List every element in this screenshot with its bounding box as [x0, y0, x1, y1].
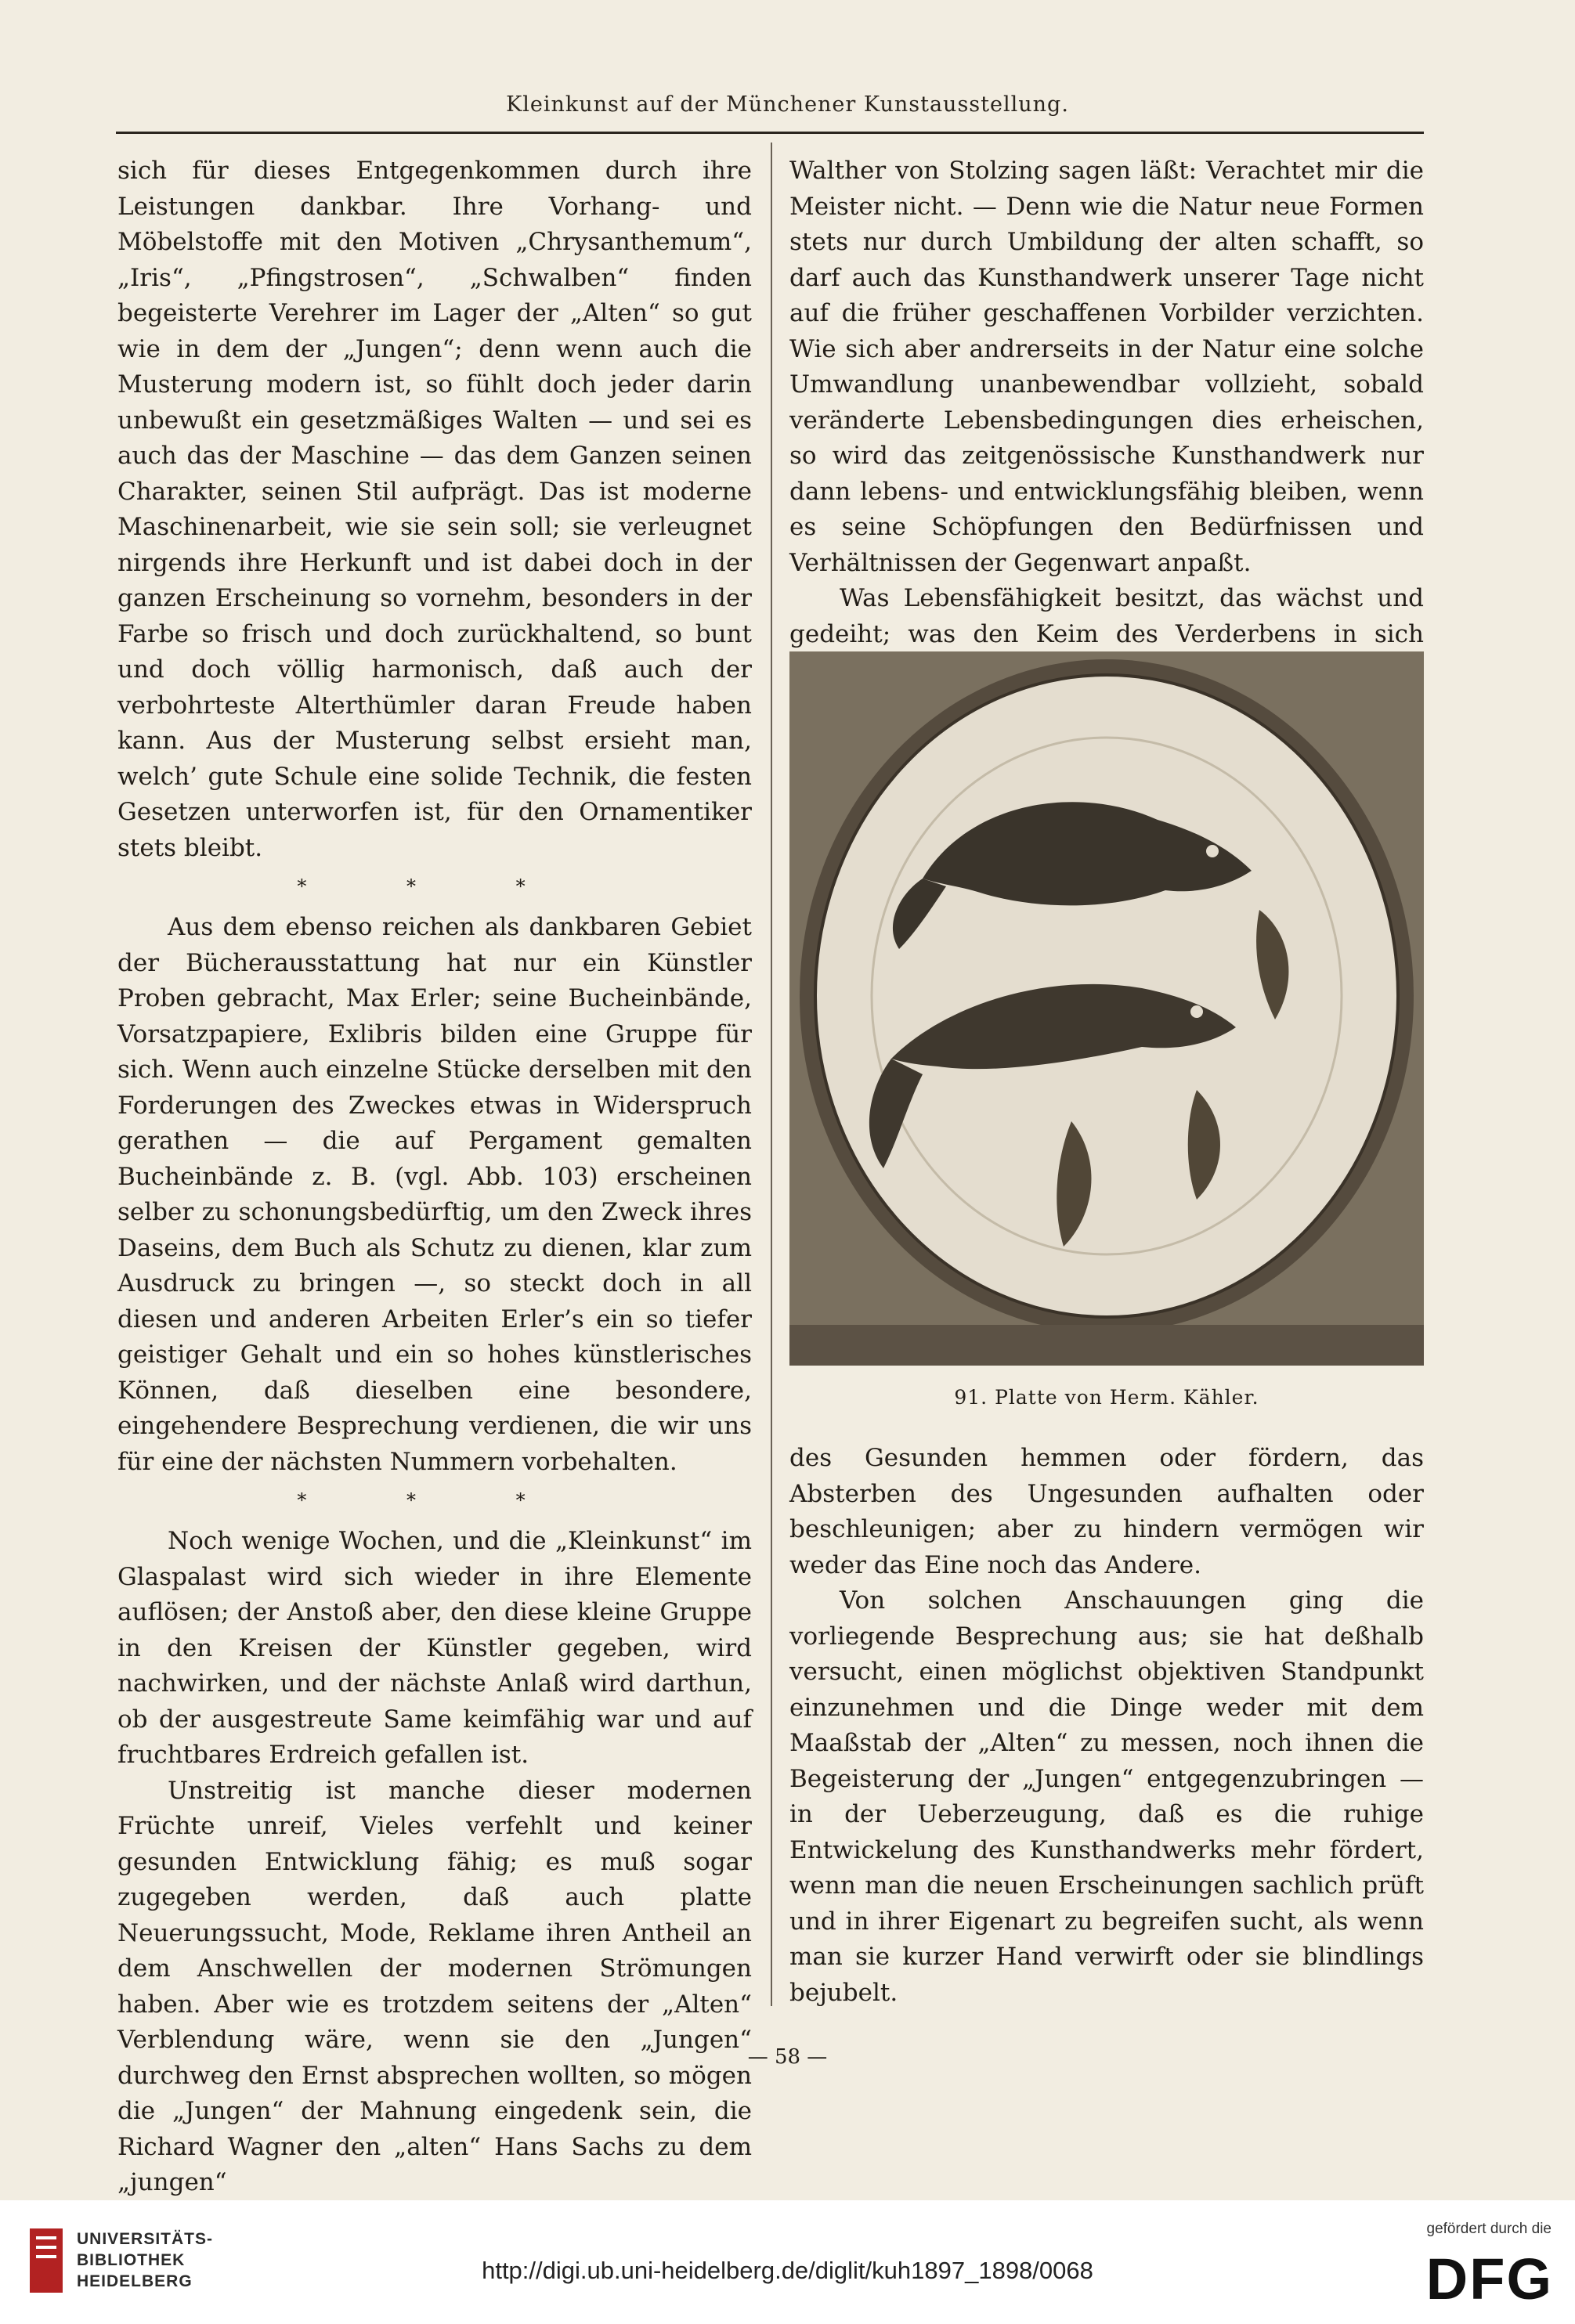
left-column [117, 153, 752, 2201]
section-divider-1: * * * [297, 875, 573, 897]
plate-image [789, 651, 1424, 1366]
left-paragraph-3: Noch wenige Wochen, und die „Kleinkunst“ im Glaspalast wird sich wieder in ihre Elemente auflösen; der Anstoß aber, den diese kleine Gruppe in den Kreisen der Künstler gegeben, wird nachwirken, und der nächste Anlaß wird darthun, ob der ausgestreute Same keimfähig war und auf fruchtbares Erdreich gefallen ist. [117, 1527, 752, 1769]
figure-caption: 91. Platte von Herm. Kähler. [954, 1386, 1259, 1409]
right-paragraph-4: Von solchen Anschauungen ging die vorliegende Besprechung aus; sie hat deßhalb versucht, einen möglichst objektiven Standpunkt einzunehmen und die Dinge weder mit dem Maaßstab der „Alten“ zu messen, noch ihnen die Begeisterung der „Jungen“ entgegenzubringen — in der Ueberzeugung, daß es die ruhige Entwickelung des Kunsthandwerks mehr fördert, wenn man die neuen Erscheinungen sachlich prüft und in ihrer Eigenart zu begreifen sucht, als wenn man sie kurzer Hand verwirft oder sie blindlings bejubelt. [789, 1586, 1424, 2007]
right-column-bottom [789, 1441, 1424, 2011]
permalink-url[interactable]: http://digi.ub.uni-heidelberg.de/diglit/kuh1897_1898/0068 [482, 2257, 1093, 2284]
right-paragraph-2: Was Lebensfähigkeit besitzt, das wächst und gedeiht; was den Keim des Verderbens in sich [789, 584, 1424, 648]
header-rule [116, 132, 1424, 134]
funding-note: gefördert durch die [1426, 2221, 1552, 2237]
column-divider [771, 143, 772, 2006]
left-paragraph-4: Unstreitig ist manche dieser modernen Früchte unreif, Vieles verfehlt und keiner gesunden Entwicklung fähig; es muß sogar zugegeben werden, daß auch platte Neuerungssucht, Mode, Reklame ihren Antheil an dem Anschwellen der modernen Strömungen haben. Aber wie es trotzdem seitens der „Alten“ Verblendung wäre, wenn sie den „Jungen“ durchweg den Ernst absprechen wollten, so mögen die „Jungen“ der Mahnung eingedenk sein, die Richard Wagner den „alten“ Hans Sachs zu dem „jungen“ [117, 1776, 752, 2196]
right-paragraph-1: Walther von Stolzing sagen läßt: Verachtet mir die Meister nicht. — Denn wie die Natur neue Formen stets nur durch Umbildung der alten schafft, so darf auch das Kunsthandwerk unserer Tage nicht auf die früher geschaffenen Vorbilder verzichten. Wie sich aber andrerseits in der Natur eine solche Umwandlung unanbewendbar vollzieht, sobald veränderte Lebensbedingungen dies erheischen, so wird das zeitgenössische Kunsthandwerk nur dann lebens- und entwicklungsfähig bleiben, wenn es seine Schöpfungen den Bedürfnissen und Verhältnissen der Gegenwart anpaßt. [789, 157, 1424, 577]
running-header: Kleinkunst auf der Münchener Kunstausstellung. [506, 92, 1069, 117]
left-paragraph-2: Aus dem ebenso reichen als dankbaren Gebiet der Bücherausstattung hat nur ein Künstler Proben gebracht, Max Erler; seine Bucheinbände, Vorsatzpapiere, Exlibris bilden eine Gruppe für sich. Wenn auch einzelne Stücke derselben mit den Forderungen des Zweckes etwas in Widerspruch gerathen — die auf Pergament gemalten Bucheinbände z. B. (vgl. Abb. 103) erscheinen selber zu schonungsbedürftig, um den Zweck ihres Daseins, dem Buch als Schutz zu dienen, klar zum Ausdruck zu bringen —, so steckt doch in all diesen und anderen Arbeiten Erler’s ein so tiefer geistiger Gehalt und ein so hohes künstlerisches Können, daß dieselben eine besondere, eingehendere Besprechung verdienen, die wir uns für eine der nächsten Nummern vorbehalten. [117, 913, 752, 1476]
viewer-footer [0, 2200, 1575, 2324]
right-column-top [789, 153, 1424, 724]
left-paragraph-1: sich für dieses Entgegenkommen durch ihre Leistungen dankbar. Ihre Vorhang- und Möbelstoffe mit den Motiven „Chrysanthemum“, „Iris“, „Pfingstrosen“, „Schwalben“ finden begeisterte Verehrer im Lager der „Alten“ so gut wie in dem der „Jungen“; denn wenn auch die Musterung modern ist, so fühlt doch jeder darin unbewußt ein gesetzmäßiges Walten — und sei es auch das der Maschine — das dem Ganzen seinen Charakter, seinen Stil aufprägt. Das ist moderne Maschinenarbeit, wie sie sein soll; sie verleugnet nirgends ihre Herkunft und ist dabei doch in der ganzen Erscheinung so vornehm, besonders in der Farbe so frisch und doch zurückhaltend, so bunt und doch völlig harmonisch, daß auch der verbohrteste Alterthümler daran Freude haben kann. Aus der Musterung selbst ersieht man, welch’ gute Schule eine solide Technik, die festen Gesetzen unterworfen ist, für den Ornamentiker stets bleibt. [117, 157, 752, 862]
plate-illustration [789, 651, 1424, 1366]
section-divider-2: * * * [297, 1489, 573, 1511]
library-name-line-2: BIBLIOTHEK [77, 2251, 186, 2269]
dfg-logo: DFG [1425, 2246, 1553, 2311]
page-number: — 58 — [747, 2045, 828, 2069]
right-paragraph-3: des Gesunden hemmen oder fördern, das Absterben des Ungesunden aufhalten oder beschleunigen; aber zu hindern vermögen wir weder das Eine noch das Andere. [789, 1444, 1424, 1579]
library-name-line-3: HEIDELBERG [77, 2272, 193, 2290]
library-name-line-1: UNIVERSITÄTS- [77, 2230, 214, 2248]
